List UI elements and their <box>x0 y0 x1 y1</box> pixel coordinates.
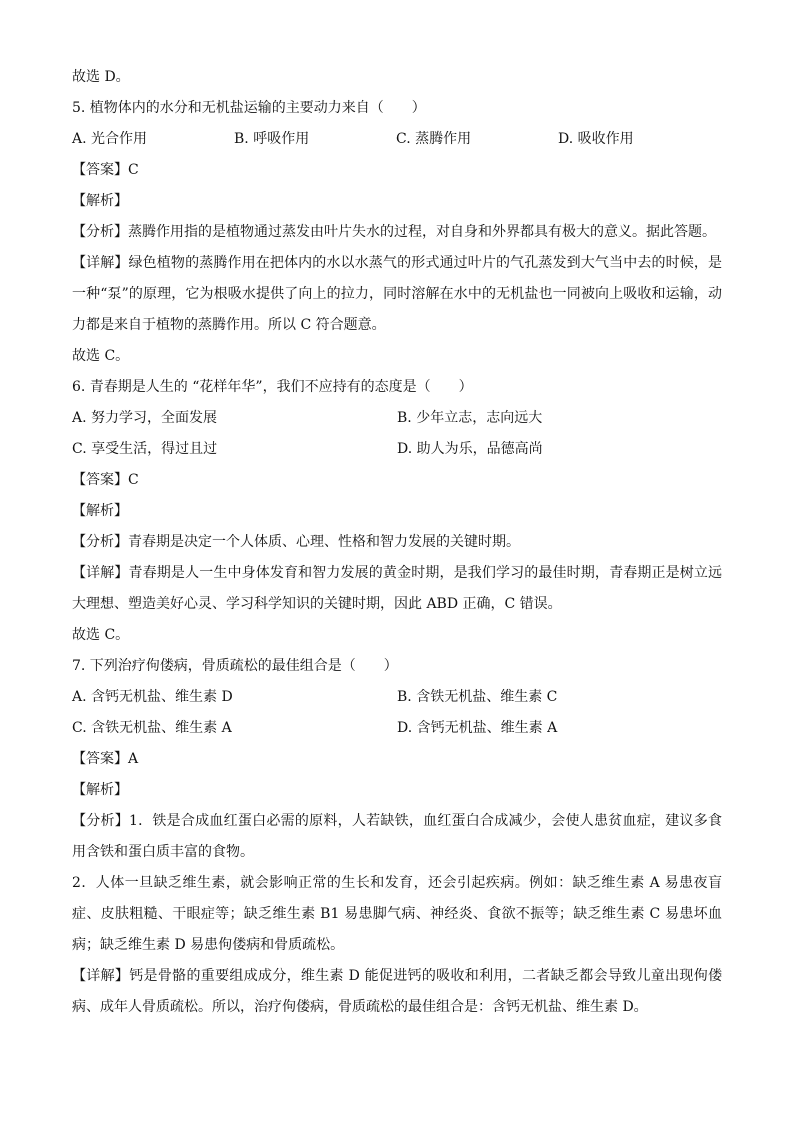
question-6-options-row1 <box>72 403 722 434</box>
question-6: 6. 青春期是人生的 “花样年华”，我们不应持有的态度是（ ） <box>72 379 473 395</box>
q5-option-d: D. 吸收作用 <box>558 131 634 147</box>
q5-explanation-header: 【解析】 <box>72 193 128 209</box>
q7-option-b: B. 含铁无机盐、维生素 C <box>397 689 558 705</box>
q7-option-a: A. 含钙无机盐、维生素 D <box>72 689 233 705</box>
q7-option-c: C. 含铁无机盐、维生素 A <box>72 720 232 736</box>
q6-conclusion: 故选 C。 <box>72 627 130 643</box>
q7-analysis-2: 2．人体一旦缺乏维生素，就会影响正常的生长和发育，还会引起疾病。例如：缺乏维生素 A 易患夜盲症、皮肤粗糙、干眼症等；缺乏维生素 B1 易患脚气病、神经炎、食欲不振等；缺乏维生素 C 易患坏血病；缺乏维生素 D 易患佝偻病和骨质疏松。 <box>72 875 722 953</box>
document-page <box>72 62 722 1023</box>
question-7: 7. 下列治疗佝偻病，骨质疏松的最佳组合是（ ） <box>72 658 398 674</box>
q6-explanation-header: 【解析】 <box>72 503 128 519</box>
q7-answer: 【答案】A <box>72 751 139 767</box>
q5-answer: 【答案】C <box>72 162 139 178</box>
q5-conclusion: 故选 C。 <box>72 348 130 364</box>
q6-option-a: A. 努力学习，全面发展 <box>72 410 218 426</box>
q6-detail: 【详解】青春期是人一生中身体发育和智力发展的黄金时期，是我们学习的最佳时期，青春期正是树立远大理想、塑造美好心灵、学习科学知识的关键时期，因此 ABD 正确，C 错误。 <box>72 565 722 612</box>
q5-option-b: B. 呼吸作用 <box>234 131 310 147</box>
q6-option-c: C. 享受生活，得过且过 <box>72 441 218 457</box>
q7-explanation-header: 【解析】 <box>72 782 128 798</box>
question-7-options-row2 <box>72 713 722 744</box>
q5-option-a: A. 光合作用 <box>72 131 148 147</box>
q7-analysis-1: 【分析】1．铁是合成血红蛋白必需的原料，人若缺铁，血红蛋白合成减少，会使人患贫血症，建议多食用含铁和蛋白质丰富的食物。 <box>72 813 722 860</box>
q6-option-b: B. 少年立志，志向远大 <box>397 410 543 426</box>
conclusion-q4: 故选 D。 <box>72 69 130 85</box>
q6-option-d: D. 助人为乐，品德高尚 <box>397 441 543 457</box>
q7-option-d: D. 含钙无机盐、维生素 A <box>397 720 558 736</box>
q7-detail: 【详解】钙是骨骼的重要组成成分，维生素 D 能促进钙的吸收和利用，二者缺乏都会导致儿童出现佝偻病、成年人骨质疏松。所以，治疗佝偻病，骨质疏松的最佳组合是：含钙无机盐、维生素 D。 <box>72 968 722 1015</box>
question-5: 5. 植物体内的水分和无机盐运输的主要动力来自（ ） <box>72 100 426 116</box>
q5-option-c: C. 蒸腾作用 <box>396 131 472 147</box>
q6-answer: 【答案】C <box>72 472 139 488</box>
question-7-options-row1 <box>72 682 722 713</box>
question-5-options <box>72 124 722 155</box>
question-6-options-row2 <box>72 434 722 465</box>
q5-analysis: 【分析】蒸腾作用指的是植物通过蒸发由叶片失水的过程，对自身和外界都具有极大的意义。据此答题。 <box>72 224 716 240</box>
q6-analysis: 【分析】青春期是决定一个人体质、心理、性格和智力发展的关键时期。 <box>72 534 520 550</box>
q5-detail: 【详解】绿色植物的蒸腾作用在把体内的水以水蒸气的形式通过叶片的气孔蒸发到大气当中去的时候，是一种“泵”的原理，它为根吸水提供了向上的拉力，同时溶解在水中的无机盐也一同被向上吸收和运输，动力都是来自于植物的蒸腾作用。所以 C 符合题意。 <box>72 255 722 333</box>
